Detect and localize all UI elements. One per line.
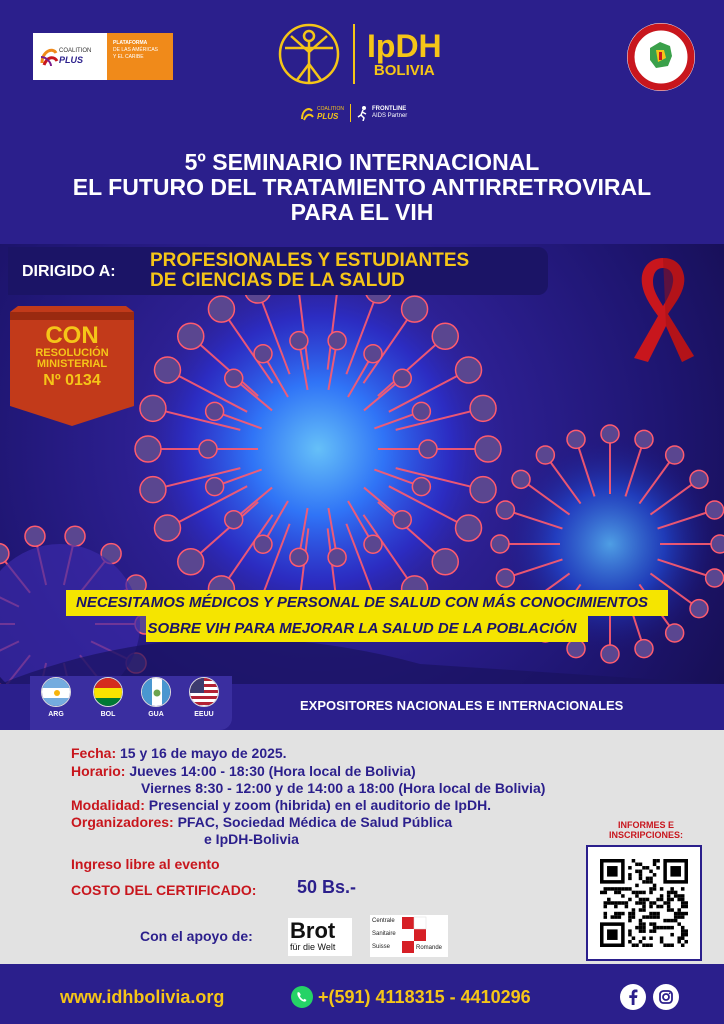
horario-value1: Jueves 14:00 - 18:30 (Hora local de Bolivia) — [129, 763, 416, 779]
costo-value: 50 Bs.- — [297, 877, 357, 897]
flag-label-bol: BOL — [100, 711, 116, 718]
argentina-flag-icon — [41, 677, 71, 707]
frontline-runner-icon — [357, 105, 369, 121]
call-banner-line1: NECESITAMOS MÉDICOS Y PERSONAL DE SALUD CON MÁS CONOCIMIENTOS — [75, 594, 648, 611]
registration-qr-code[interactable] — [586, 845, 702, 961]
brot-fur-die-welt-logo: Brot für die Welt — [288, 918, 352, 956]
badge-resolution-text: RESOLUCIÓN MINISTERIAL — [35, 347, 109, 370]
coalition-plus-small-mark-icon — [300, 105, 314, 121]
fecha-row — [71, 745, 287, 761]
costo-label: COSTO DEL CERTIFICADO: — [71, 882, 257, 898]
organizadores-value2: e IpDH-Bolivia — [204, 831, 299, 847]
flag-label-arg: ARG — [48, 711, 64, 718]
support-label: Con el apoyo de: — [140, 928, 253, 944]
whatsapp-icon[interactable] — [290, 985, 314, 1009]
frontline-aids-logo: FRONTLINE AIDS Partner — [357, 105, 407, 121]
seminar-title — [0, 150, 724, 225]
usa-flag-icon — [189, 677, 219, 707]
horario-row2 — [141, 780, 545, 796]
ingreso-row — [71, 856, 220, 872]
horario-row — [71, 763, 416, 779]
plus-label: PLUS — [59, 55, 84, 65]
coalition-label: COALITION — [59, 48, 92, 54]
organizadores-label: Organizadores: — [71, 814, 174, 830]
audience-box — [8, 247, 548, 295]
ipdh-name: IpDH — [367, 28, 442, 64]
speakers-text: EXPOSITORES NACIONALES E INTERNACIONALES — [300, 698, 624, 713]
audience-label: DIRIGIDO A: — [22, 263, 116, 280]
title-line2: EL FUTURO DEL TRATAMIENTO ANTIRRETROVIRAL — [72, 174, 652, 200]
ipdh-logo — [277, 22, 442, 86]
audience-line2: DE CIENCIAS DE LA SALUD — [150, 270, 405, 291]
flag-label-gua: GUA — [148, 711, 164, 718]
organizadores-row — [71, 814, 452, 830]
organizadores-value1: PFAC, Sociedad Médica de Salud Pública — [177, 814, 453, 830]
partner-logos — [300, 102, 407, 124]
sociedad-medica-seal-icon — [626, 22, 696, 92]
title-line3: PARA EL VIH — [290, 199, 434, 225]
platform-line3: Y EL CARIBE — [113, 54, 144, 60]
badge-con: CON — [45, 322, 99, 349]
coalition-plus-mark-icon — [39, 45, 59, 67]
horario-label: Horario: — [71, 763, 126, 779]
badge-number: Nº 0134 — [43, 372, 101, 389]
platform-line2: DE LAS AMÉRICAS — [113, 47, 159, 53]
facebook-icon[interactable] — [620, 984, 646, 1010]
costo-row — [71, 882, 256, 898]
website-link[interactable]: www.idhbolivia.org — [60, 987, 225, 1007]
ingreso-text: Ingreso libre al evento — [71, 856, 220, 872]
red-ribbon-icon — [628, 254, 698, 366]
modalidad-row — [71, 797, 491, 813]
modalidad-value: Presencial y zoom (hibrida) en el auditorio de IpDH. — [148, 797, 492, 813]
coalition-plus-logo — [33, 33, 173, 80]
fecha-label: Fecha: — [71, 745, 117, 761]
coalition-plus-small-logo: COALITION PLUS — [300, 105, 344, 121]
flag-label-eeuu: EEUU — [194, 711, 214, 718]
instagram-icon[interactable] — [653, 984, 679, 1010]
vitruvian-man-icon — [277, 22, 341, 86]
audience-line1: PROFESIONALES Y ESTUDIANTES — [150, 250, 470, 271]
ipdh-country: BOLIVIA — [373, 62, 435, 79]
call-banner-line2: SOBRE VIH PARA MEJORAR LA SALUD DE LA POBLACIÓN — [147, 620, 577, 637]
horario-value2: Viernes 8:30 - 12:00 y de 14:00 a 18:00 (Hora local de Bolivia) — [141, 780, 546, 796]
title-line1: 5º SEMINARIO INTERNACIONAL — [184, 149, 540, 175]
centrale-sanitaire-suisse-logo: Centrale Sanitaire Suisse Romande — [370, 915, 448, 957]
phone-number[interactable]: +(591) 4118315 - 4410296 — [318, 987, 531, 1007]
organizadores-row2 — [204, 831, 299, 847]
header — [0, 0, 724, 244]
bolivia-flag-icon — [93, 677, 123, 707]
qr-code-icon — [600, 859, 688, 947]
platform-line1: PLATAFORMA — [113, 40, 148, 46]
guatemala-flag-icon — [141, 677, 171, 707]
fecha-value: 15 y 16 de mayo de 2025. — [120, 745, 287, 761]
modalidad-label: Modalidad: — [71, 797, 145, 813]
qr-title: INFORMES E INSCRIPCIONES: — [608, 820, 683, 840]
